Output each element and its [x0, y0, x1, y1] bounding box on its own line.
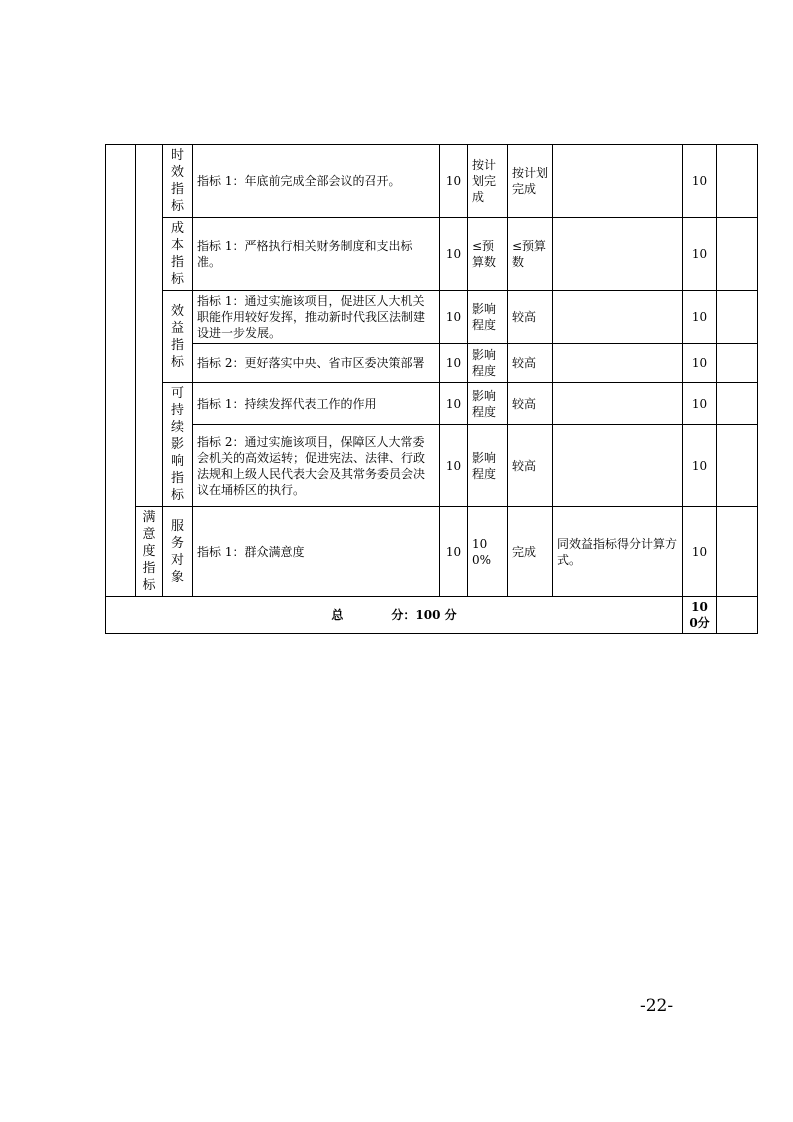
total-row	[106, 597, 758, 634]
table-row	[106, 344, 758, 383]
target-cell: 影响程度	[468, 291, 508, 344]
weight-cell: 10	[440, 145, 468, 218]
total-label	[106, 597, 683, 634]
score-cell: 10	[683, 425, 717, 507]
indicator-text: 指标 1：通过实施该项目，促进区人大机关职能作用较好发挥，推动新时代我区法制建设进一步发展。	[193, 291, 440, 344]
blank-cell	[717, 425, 758, 507]
level2-cell	[136, 145, 163, 507]
category-cost: 成本指标	[163, 218, 193, 291]
category-service-target: 服务对象	[163, 507, 193, 597]
table-row	[106, 218, 758, 291]
score-cell: 10	[683, 507, 717, 597]
target-cell: 影响程度	[468, 425, 508, 507]
weight-cell: 10	[440, 507, 468, 597]
note-cell	[553, 218, 683, 291]
actual-cell: 较高	[508, 425, 553, 507]
target-cell: ≤预算数	[468, 218, 508, 291]
weight-cell: 10	[440, 218, 468, 291]
indicator-text: 指标 1：持续发挥代表工作的作用	[193, 383, 440, 425]
target-cell: 按计划完成	[468, 145, 508, 218]
weight-cell: 10	[440, 344, 468, 383]
indicator-text: 指标 2：更好落实中央、省市区委决策部署	[193, 344, 440, 383]
score-cell: 10	[683, 218, 717, 291]
indicator-text: 指标 1：严格执行相关财务制度和支出标准。	[193, 218, 440, 291]
category-satisfaction: 满意度指标	[136, 507, 163, 597]
indicator-text: 指标 1：群众满意度	[193, 507, 440, 597]
weight-cell: 10	[440, 383, 468, 425]
total-score: 100分	[683, 597, 717, 634]
category-benefit: 效益指标	[163, 291, 193, 383]
actual-cell: 较高	[508, 383, 553, 425]
performance-table	[105, 144, 758, 634]
weight-cell: 10	[440, 291, 468, 344]
table-row	[106, 291, 758, 344]
score-cell: 10	[683, 145, 717, 218]
note-cell	[553, 425, 683, 507]
actual-cell: 较高	[508, 344, 553, 383]
blank-cell	[717, 383, 758, 425]
blank-cell	[717, 344, 758, 383]
indicator-text: 指标 2：通过实施该项目，保障区人大常委会机关的高效运转；促进宪法、法律、行政法规和上级人民代表大会及其常务委员会决议在埇桥区的执行。	[193, 425, 440, 507]
blank-cell	[717, 597, 758, 634]
target-cell: 影响程度	[468, 344, 508, 383]
table-row	[106, 145, 758, 218]
note-cell	[553, 383, 683, 425]
score-cell: 10	[683, 383, 717, 425]
level1-cell	[106, 145, 136, 597]
score-cell: 10	[683, 344, 717, 383]
total-label-right: 分：100 分	[391, 608, 457, 622]
blank-cell	[717, 145, 758, 218]
table-row	[106, 507, 758, 597]
table-row	[106, 425, 758, 507]
actual-cell: 按计划完成	[508, 145, 553, 218]
table-row	[106, 383, 758, 425]
blank-cell	[717, 291, 758, 344]
note-cell	[553, 344, 683, 383]
target-cell: 影响程度	[468, 383, 508, 425]
note-cell	[553, 145, 683, 218]
actual-cell: 较高	[508, 291, 553, 344]
note-cell	[553, 291, 683, 344]
actual-cell: ≤预算数	[508, 218, 553, 291]
blank-cell	[717, 507, 758, 597]
target-cell: 100%	[468, 507, 508, 597]
category-sustainable: 可持续影响指标	[163, 383, 193, 507]
note-cell: 同效益指标得分计算方式。	[553, 507, 683, 597]
page-number: -22-	[640, 996, 674, 1016]
weight-cell: 10	[440, 425, 468, 507]
score-cell: 10	[683, 291, 717, 344]
actual-cell: 完成	[508, 507, 553, 597]
category-timeliness: 时效指标	[163, 145, 193, 218]
total-label-left: 总	[331, 608, 344, 622]
blank-cell	[717, 218, 758, 291]
indicator-text: 指标 1：年底前完成全部会议的召开。	[193, 145, 440, 218]
